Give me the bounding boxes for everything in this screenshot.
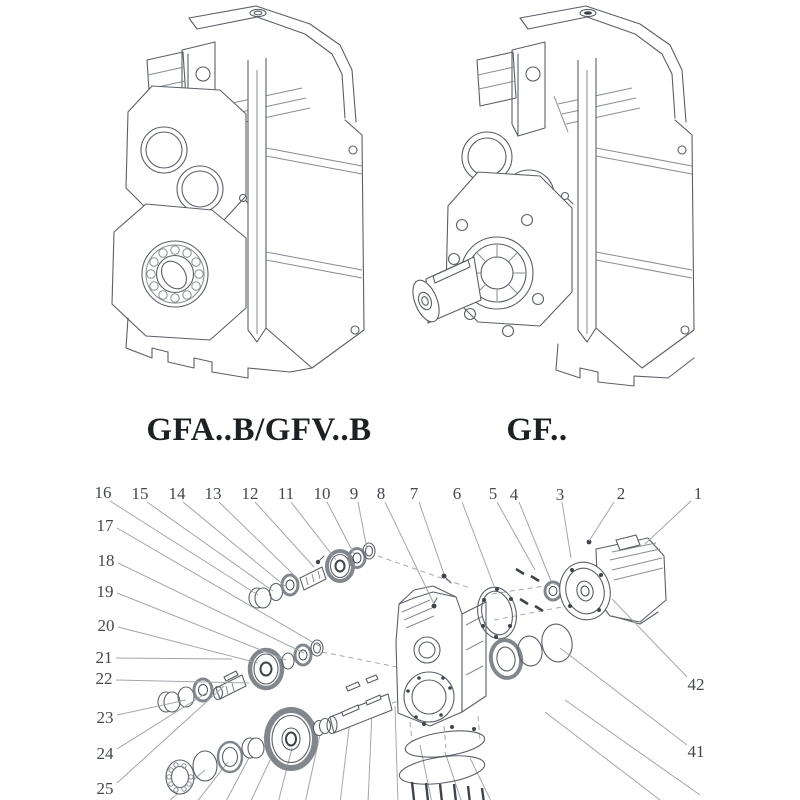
- output-shaft-assembly: [166, 675, 392, 794]
- callout-number-3: 3: [555, 485, 565, 504]
- callout-number-1: 1: [693, 484, 703, 503]
- callout-number-8: 8: [376, 484, 386, 503]
- leader-line-9: [358, 502, 367, 549]
- leader-line-21: [116, 658, 232, 659]
- leader-line-16: [110, 501, 258, 595]
- leader-line-5: [497, 502, 535, 570]
- callout-number-7: 7: [409, 484, 419, 503]
- leader-line-10: [327, 502, 354, 554]
- callout-number-20: 20: [97, 616, 115, 635]
- callout-number-12: 12: [241, 484, 259, 503]
- leader-line-20: [118, 627, 258, 663]
- leader-line-17: [117, 528, 321, 647]
- callout-number-21: 21: [95, 648, 113, 667]
- callout-number-23: 23: [96, 708, 114, 727]
- leader-line-12: [255, 502, 314, 567]
- callout-number-42: 42: [687, 675, 705, 694]
- exploded-diagram: [0, 470, 800, 800]
- leader-line-15: [147, 502, 273, 591]
- callout-number-17: 17: [96, 516, 114, 535]
- callout-number-10: 10: [313, 484, 331, 503]
- callout-number-13: 13: [204, 484, 222, 503]
- callout-number-6: 6: [452, 484, 462, 503]
- gearbox-right-drawing: [408, 6, 694, 386]
- gearbox-left-drawing: [112, 6, 364, 378]
- motor-drawing: [554, 535, 666, 625]
- leader-line-1: [645, 501, 691, 544]
- leader-line-41: [560, 648, 687, 745]
- leader-line-14: [183, 502, 285, 586]
- callout-number-15: 15: [131, 484, 149, 503]
- callout-number-25: 25: [96, 779, 114, 798]
- callout-number-41: 41: [687, 742, 705, 761]
- callout-number-4: 4: [509, 485, 519, 504]
- model-label-left: GFA..B/GFV..B: [146, 412, 372, 448]
- leader-line-18: [118, 563, 304, 653]
- output-bearing-and-rings: [488, 622, 575, 681]
- callout-number-24: 24: [96, 744, 114, 763]
- input-shaft-assembly: [249, 543, 375, 608]
- leader-line-13: [219, 502, 297, 578]
- leader-line-8: [385, 502, 434, 604]
- callout-number-22: 22: [95, 669, 113, 688]
- leader-line-11: [291, 502, 336, 560]
- callout-number-14: 14: [168, 484, 186, 503]
- callout-number-16: 16: [94, 483, 112, 502]
- callout-number-2: 2: [616, 484, 626, 503]
- leader-line-3: [562, 502, 571, 558]
- leader-line-2: [589, 502, 614, 541]
- callout-number-18: 18: [97, 551, 115, 570]
- callout-number-9: 9: [349, 484, 359, 503]
- callout-number-5: 5: [488, 484, 498, 503]
- callout-number-19: 19: [96, 582, 114, 601]
- callout-number-11: 11: [277, 484, 295, 503]
- gearbox-housing: [396, 574, 486, 800]
- leader-line-6: [462, 502, 494, 586]
- leader-line-7: [419, 502, 444, 574]
- model-label-right: GF..: [506, 412, 568, 448]
